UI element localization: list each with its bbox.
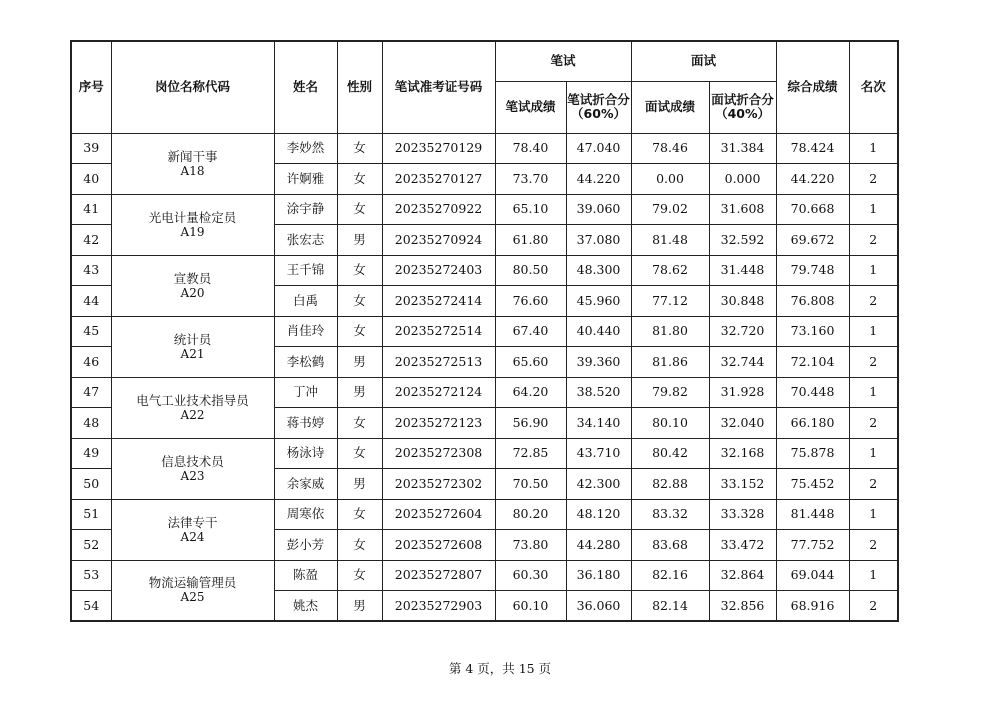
- name-cell: 杨泳诗: [274, 438, 337, 469]
- post-name: 光电计量检定员: [148, 209, 237, 225]
- written-score-cell: 78.40: [495, 133, 566, 164]
- rank-cell: 2: [849, 530, 898, 561]
- gender-cell: 男: [337, 225, 382, 256]
- post-cell: [111, 560, 274, 621]
- rank-cell: 2: [849, 591, 898, 622]
- written-score-cell: 64.20: [495, 377, 566, 408]
- written-weighted-cell: 39.060: [566, 194, 631, 225]
- name-cell: 白禹: [274, 286, 337, 317]
- table-row: [71, 133, 898, 164]
- rank-cell: 2: [849, 225, 898, 256]
- table-row: [71, 316, 898, 347]
- total-score-cell: 81.448: [776, 499, 849, 530]
- total-score-cell: 79.748: [776, 255, 849, 286]
- interview-weighted-cell: 33.152: [709, 469, 776, 500]
- written-weighted-cell: 48.300: [566, 255, 631, 286]
- written-score-cell: 61.80: [495, 225, 566, 256]
- rank-cell: 2: [849, 408, 898, 439]
- total-score-cell: 44.220: [776, 164, 849, 195]
- gender-cell: 女: [337, 408, 382, 439]
- seq-cell: 48: [71, 408, 111, 439]
- seq-cell: 43: [71, 255, 111, 286]
- written-weighted-cell: 38.520: [566, 377, 631, 408]
- written-weighted-cell: 47.040: [566, 133, 631, 164]
- gender-cell: 男: [337, 347, 382, 378]
- rank-cell: 2: [849, 469, 898, 500]
- rank-cell: 2: [849, 164, 898, 195]
- written-score-cell: 56.90: [495, 408, 566, 439]
- rank-cell: 1: [849, 194, 898, 225]
- seq-cell: 40: [71, 164, 111, 195]
- written-weighted-cell: 40.440: [566, 316, 631, 347]
- seq-cell: 53: [71, 560, 111, 591]
- gender-cell: 女: [337, 316, 382, 347]
- rank-cell: 1: [849, 377, 898, 408]
- gender-cell: 女: [337, 286, 382, 317]
- ticket-cell: 20235272414: [382, 286, 495, 317]
- seq-cell: 47: [71, 377, 111, 408]
- written-score-cell: 65.60: [495, 347, 566, 378]
- ticket-cell: 20235272123: [382, 408, 495, 439]
- written-weighted-cell: 37.080: [566, 225, 631, 256]
- interview-weighted-cell: 33.472: [709, 530, 776, 561]
- interview-score-cell: 81.80: [631, 316, 709, 347]
- interview-score-cell: 82.14: [631, 591, 709, 622]
- ticket-cell: 20235270129: [382, 133, 495, 164]
- header-written: 笔试: [495, 41, 631, 81]
- table-row: [71, 377, 898, 408]
- post-name: 统计员: [173, 331, 212, 347]
- total-score-cell: 72.104: [776, 347, 849, 378]
- rank-cell: 1: [849, 499, 898, 530]
- total-score-cell: 68.916: [776, 591, 849, 622]
- post-code: A19: [180, 224, 205, 239]
- post-cell: [111, 499, 274, 560]
- table-body: [71, 133, 898, 621]
- table-row: [71, 560, 898, 591]
- seq-cell: 44: [71, 286, 111, 317]
- header-interview-score: 面试成绩: [631, 81, 709, 133]
- post-cell: [111, 255, 274, 316]
- interview-score-cell: 80.10: [631, 408, 709, 439]
- written-score-cell: 80.20: [495, 499, 566, 530]
- total-score-cell: 70.448: [776, 377, 849, 408]
- total-score-cell: 69.044: [776, 560, 849, 591]
- total-score-cell: 70.668: [776, 194, 849, 225]
- post-code: A25: [180, 590, 205, 605]
- interview-score-cell: 82.16: [631, 560, 709, 591]
- interview-weighted-cell: 32.856: [709, 591, 776, 622]
- ticket-cell: 20235270924: [382, 225, 495, 256]
- table-row: [71, 194, 898, 225]
- rank-cell: 1: [849, 560, 898, 591]
- gender-cell: 女: [337, 164, 382, 195]
- seq-cell: 50: [71, 469, 111, 500]
- gender-cell: 男: [337, 377, 382, 408]
- header-written-score: 笔试成绩: [495, 81, 566, 133]
- ticket-cell: 20235272403: [382, 255, 495, 286]
- header-ticket: 笔试准考证号码: [382, 41, 495, 133]
- name-cell: 李妙然: [274, 133, 337, 164]
- name-cell: 王千锦: [274, 255, 337, 286]
- table-row: [71, 438, 898, 469]
- gender-cell: 男: [337, 469, 382, 500]
- interview-weighted-cell: 32.040: [709, 408, 776, 439]
- written-score-cell: 60.30: [495, 560, 566, 591]
- post-cell: [111, 377, 274, 438]
- name-cell: 李松鹤: [274, 347, 337, 378]
- interview-weighted-cell: 32.720: [709, 316, 776, 347]
- written-weighted-cell: 44.220: [566, 164, 631, 195]
- post-cell: [111, 438, 274, 499]
- written-score-cell: 60.10: [495, 591, 566, 622]
- post-code: A21: [180, 346, 205, 361]
- interview-weighted-cell: 32.592: [709, 225, 776, 256]
- header-total: 综合成绩: [776, 41, 849, 133]
- table-header: [71, 41, 898, 133]
- post-name: 电气工业技术指导员: [136, 392, 249, 408]
- header-name: 姓名: [274, 41, 337, 133]
- name-cell: 余家威: [274, 469, 337, 500]
- seq-cell: 52: [71, 530, 111, 561]
- gender-cell: 女: [337, 560, 382, 591]
- ticket-cell: 20235272903: [382, 591, 495, 622]
- interview-score-cell: 79.82: [631, 377, 709, 408]
- gender-cell: 女: [337, 530, 382, 561]
- written-score-cell: 67.40: [495, 316, 566, 347]
- written-score-cell: 76.60: [495, 286, 566, 317]
- written-score-cell: 72.85: [495, 438, 566, 469]
- post-code: A23: [180, 468, 205, 483]
- seq-cell: 45: [71, 316, 111, 347]
- header-interview: 面试: [631, 41, 776, 81]
- rank-cell: 1: [849, 438, 898, 469]
- written-score-cell: 70.50: [495, 469, 566, 500]
- interview-weighted-cell: 32.168: [709, 438, 776, 469]
- header-written-weighted: 笔试折合分（60%）: [566, 81, 631, 133]
- interview-score-cell: 79.02: [631, 194, 709, 225]
- interview-weighted-cell: 31.608: [709, 194, 776, 225]
- seq-cell: 39: [71, 133, 111, 164]
- name-cell: 周寒依: [274, 499, 337, 530]
- written-weighted-cell: 44.280: [566, 530, 631, 561]
- post-name: 法律专干: [167, 514, 218, 530]
- header-gender: 性别: [337, 41, 382, 133]
- ticket-cell: 20235272514: [382, 316, 495, 347]
- written-weighted-cell: 43.710: [566, 438, 631, 469]
- interview-weighted-cell: 32.864: [709, 560, 776, 591]
- total-score-cell: 77.752: [776, 530, 849, 561]
- post-cell: [111, 133, 274, 194]
- interview-score-cell: 83.32: [631, 499, 709, 530]
- post-code: A18: [180, 163, 205, 178]
- rank-cell: 2: [849, 347, 898, 378]
- seq-cell: 42: [71, 225, 111, 256]
- name-cell: 陈盈: [274, 560, 337, 591]
- total-score-cell: 75.452: [776, 469, 849, 500]
- interview-score-cell: 0.00: [631, 164, 709, 195]
- post-code: A22: [180, 407, 205, 422]
- results-table: [70, 40, 899, 622]
- ticket-cell: 20235272513: [382, 347, 495, 378]
- name-cell: 丁冲: [274, 377, 337, 408]
- written-score-cell: 73.70: [495, 164, 566, 195]
- name-cell: 彭小芳: [274, 530, 337, 561]
- interview-weighted-cell: 30.848: [709, 286, 776, 317]
- total-score-cell: 78.424: [776, 133, 849, 164]
- interview-score-cell: 78.62: [631, 255, 709, 286]
- written-weighted-cell: 34.140: [566, 408, 631, 439]
- name-cell: 姚杰: [274, 591, 337, 622]
- ticket-cell: 20235272604: [382, 499, 495, 530]
- ticket-cell: 20235272308: [382, 438, 495, 469]
- seq-cell: 51: [71, 499, 111, 530]
- gender-cell: 女: [337, 499, 382, 530]
- post-code: A24: [180, 529, 205, 544]
- name-cell: 肖佳玲: [274, 316, 337, 347]
- interview-weighted-cell: 31.384: [709, 133, 776, 164]
- gender-cell: 男: [337, 591, 382, 622]
- header-seq: 序号: [71, 41, 111, 133]
- ticket-cell: 20235272124: [382, 377, 495, 408]
- written-weighted-cell: 45.960: [566, 286, 631, 317]
- written-weighted-cell: 36.180: [566, 560, 631, 591]
- page-footer: 第 4 页，共 15 页: [448, 661, 552, 676]
- gender-cell: 女: [337, 255, 382, 286]
- interview-weighted-cell: 31.448: [709, 255, 776, 286]
- interview-score-cell: 81.48: [631, 225, 709, 256]
- interview-score-cell: 83.68: [631, 530, 709, 561]
- interview-score-cell: 77.12: [631, 286, 709, 317]
- seq-cell: 54: [71, 591, 111, 622]
- written-weighted-cell: 36.060: [566, 591, 631, 622]
- written-weighted-cell: 39.360: [566, 347, 631, 378]
- ticket-cell: 20235270127: [382, 164, 495, 195]
- table-row: [71, 499, 898, 530]
- total-score-cell: 73.160: [776, 316, 849, 347]
- rank-cell: 1: [849, 255, 898, 286]
- ticket-cell: 20235272608: [382, 530, 495, 561]
- gender-cell: 女: [337, 438, 382, 469]
- header-rank: 名次: [849, 41, 898, 133]
- written-score-cell: 73.80: [495, 530, 566, 561]
- header-post: 岗位名称代码: [111, 41, 274, 133]
- gender-cell: 女: [337, 194, 382, 225]
- post-name: 信息技术员: [161, 453, 224, 469]
- rank-cell: 1: [849, 133, 898, 164]
- name-cell: 许婀雅: [274, 164, 337, 195]
- gender-cell: 女: [337, 133, 382, 164]
- total-score-cell: 69.672: [776, 225, 849, 256]
- interview-weighted-cell: 31.928: [709, 377, 776, 408]
- post-name: 物流运输管理员: [148, 575, 237, 591]
- interview-score-cell: 82.88: [631, 469, 709, 500]
- post-cell: [111, 316, 274, 377]
- table-row: [71, 255, 898, 286]
- post-cell: [111, 194, 274, 255]
- name-cell: 张宏志: [274, 225, 337, 256]
- interview-weighted-cell: 0.000: [709, 164, 776, 195]
- written-weighted-cell: 42.300: [566, 469, 631, 500]
- name-cell: 蒋书婷: [274, 408, 337, 439]
- total-score-cell: 76.808: [776, 286, 849, 317]
- interview-weighted-cell: 32.744: [709, 347, 776, 378]
- ticket-cell: 20235272807: [382, 560, 495, 591]
- post-name: 宣教员: [173, 270, 212, 286]
- written-score-cell: 65.10: [495, 194, 566, 225]
- interview-weighted-cell: 33.328: [709, 499, 776, 530]
- written-weighted-cell: 48.120: [566, 499, 631, 530]
- seq-cell: 49: [71, 438, 111, 469]
- rank-cell: 2: [849, 286, 898, 317]
- name-cell: 涂宇静: [274, 194, 337, 225]
- interview-score-cell: 81.86: [631, 347, 709, 378]
- post-name: 新闻干事: [167, 148, 218, 164]
- rank-cell: 1: [849, 316, 898, 347]
- interview-score-cell: 78.46: [631, 133, 709, 164]
- seq-cell: 46: [71, 347, 111, 378]
- total-score-cell: 75.878: [776, 438, 849, 469]
- post-code: A20: [180, 285, 205, 300]
- interview-score-cell: 80.42: [631, 438, 709, 469]
- total-score-cell: 66.180: [776, 408, 849, 439]
- written-score-cell: 80.50: [495, 255, 566, 286]
- ticket-cell: 20235270922: [382, 194, 495, 225]
- header-interview-weighted: 面试折合分（40%）: [709, 81, 776, 133]
- seq-cell: 41: [71, 194, 111, 225]
- ticket-cell: 20235272302: [382, 469, 495, 500]
